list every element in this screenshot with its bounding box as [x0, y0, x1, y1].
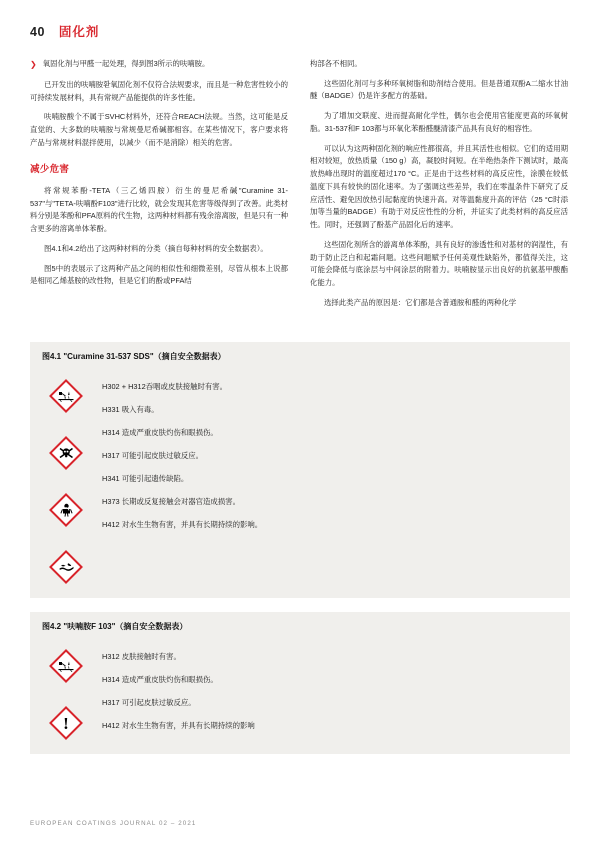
paragraph: 将常规苯酚-TETA（三乙烯四胺）衍生的曼尼希碱"Curamine 31-537"与"TETA-呋喃酚F103"进行比较，就会发现其危害等级得到了改善。此类材料分别是苯酚和PFA原料的代生物，这两种材料都有残余溶离胺，但是只有一种含更多的溶离单体苯酚。 — [30, 186, 288, 234]
paragraph: 图4.1和4.2给出了这两种材料的分类（摘自每种材料的安全数据表）。 — [44, 243, 268, 253]
pictogram-column — [42, 645, 90, 740]
paragraph: 呋喃胺酸个不属于SVHC材料外，还符合REACH法规。当然，这可能是反直觉的、大多数的呋喃胺与常规曼尼希碱都相容。在某些情况下，客户要求将产品与常规材料混拌使用，以减少（而不是消除）相关的危害。 — [30, 112, 288, 147]
paragraph: 这些固化剂所含的游离单体苯酚，具有良好的渗透性和对基材的润湿性，有助于防止泛白和起霜问题。这些问题赋予任何美观性缺陷外，都值得关注，这可能会降低与底涂层与中间涂层的附着力。呋喃胺显示出良好的抗氨基甲酸酯化能力。 — [310, 239, 568, 288]
bullet-marker-icon: ❯ — [30, 60, 37, 69]
subheading: 减少危害 — [30, 163, 70, 175]
pictogram-column — [42, 375, 90, 584]
body-columns — [0, 40, 600, 316]
section-title: 固化剂 — [58, 25, 100, 39]
hazard-statement: H312 皮肤接触时有害。 — [102, 652, 181, 662]
hazard-statement: H314 造成严重皮肤灼伤和眼损伤。 — [102, 428, 218, 438]
hazard-statement-list — [102, 375, 558, 584]
hazard-statement: H317 可能引起皮肤过敏反应。 — [102, 451, 204, 461]
hazard-statement-list — [102, 645, 558, 740]
figure-4-1 — [30, 342, 570, 598]
paragraph: 选择此类产品的原因是：它们都是含普通胺和醛的两种化学 — [324, 297, 517, 307]
hazard-statement: H314 造成严重皮肤灼伤和眼损伤。 — [102, 675, 218, 685]
hazard-statement: H317 可引起皮肤过敏反应。 — [102, 698, 196, 708]
skull-crossbones-icon — [49, 436, 83, 470]
paragraph: 已开发出的呋喃胺환氧固化剂不仅符合法规要求，而且是一种危害性较小的可持续发展材料，具有常规产品能提供的许多性能。 — [30, 80, 288, 102]
exclamation-icon: ! — [49, 706, 83, 740]
hazard-statement: H373 长期或反复接触会对器官造成损害。 — [102, 497, 240, 507]
paragraph: 可以认为这两种固化剂的响应性都很高，并且其活性也相似。它们的适用期相对较短，放热质量（150 g）高，凝胶时间短。在半绝热条件下测试时，最高放热峰出现时的温度超过170 °C。正是由于这些材料的高反应性，涂膜在较低温度下具有较快的固化速率。为了强调这些差异，我们在零温条件下研究了反应活性、避免因放热引起黏度的快速升高。对等温黏度升高的评估（25 °C时添加等当量的BADGE）有助于对反应性性的分析，并证实了此类材料的高反应活性。同时，还强调了酚基产品固化后的速率。 — [310, 143, 568, 230]
paragraph: 这些固化剂可与多种环氧树脂和助剂结合使用。但是普通双酚A二缩水甘油醚（BADGE）仍是许多配方的基础。 — [310, 78, 568, 101]
left-column — [30, 58, 288, 316]
hazard-statement: H302 + H312吞咽或皮肤接触时有害。 — [102, 382, 228, 392]
corrosion-icon — [49, 649, 83, 683]
hazard-statement: H341 可能引起遗传缺陷。 — [102, 474, 189, 484]
figure-body — [30, 369, 570, 598]
paragraph: 构部各不相同。 — [310, 59, 362, 68]
hazard-statement: H331 吸入有毒。 — [102, 405, 159, 415]
right-column — [310, 58, 568, 316]
health-hazard-icon — [49, 493, 83, 527]
bullet-item — [30, 58, 288, 71]
page-footer: EUROPEAN COATINGS JOURNAL 02 – 2021 — [30, 820, 197, 827]
figure-4-2 — [30, 612, 570, 754]
figure-body — [30, 639, 570, 754]
bullet-text: 氧固化剂与甲醛一起处理，得到图3所示的呋喃胺。 — [42, 59, 210, 68]
page-number: 40 — [30, 25, 45, 39]
paragraph: 图5中的表展示了这两种产品之间的相似性和细微差别，尽管从根本上说都是相同乙烯基胺的改性物，但是它们的酚或PFA结 — [30, 263, 288, 286]
hazard-statement: H412 对水生生物有害，并具有长期持续的影响。 — [102, 520, 263, 530]
hazard-statement: H412 对水生生物有害，并具有长期持续的影响 — [102, 721, 255, 731]
page-header — [0, 0, 600, 40]
figure-caption: 图4.2 "呋喃胺F 103"（摘自安全数据表） — [42, 622, 188, 632]
environment-icon — [49, 550, 83, 584]
figure-caption: 图4.1 "Curamine 31-537 SDS"（摘自安全数据表） — [42, 352, 226, 362]
corrosion-icon — [49, 379, 83, 413]
paragraph: 为了增加交联度、进而提高耐化学性，偶尔也会使用官能度更高的环氧树脂。31-537和F 103都与环氧化苯酚醛醚清漆产品具有良好的相容性。 — [310, 111, 568, 133]
